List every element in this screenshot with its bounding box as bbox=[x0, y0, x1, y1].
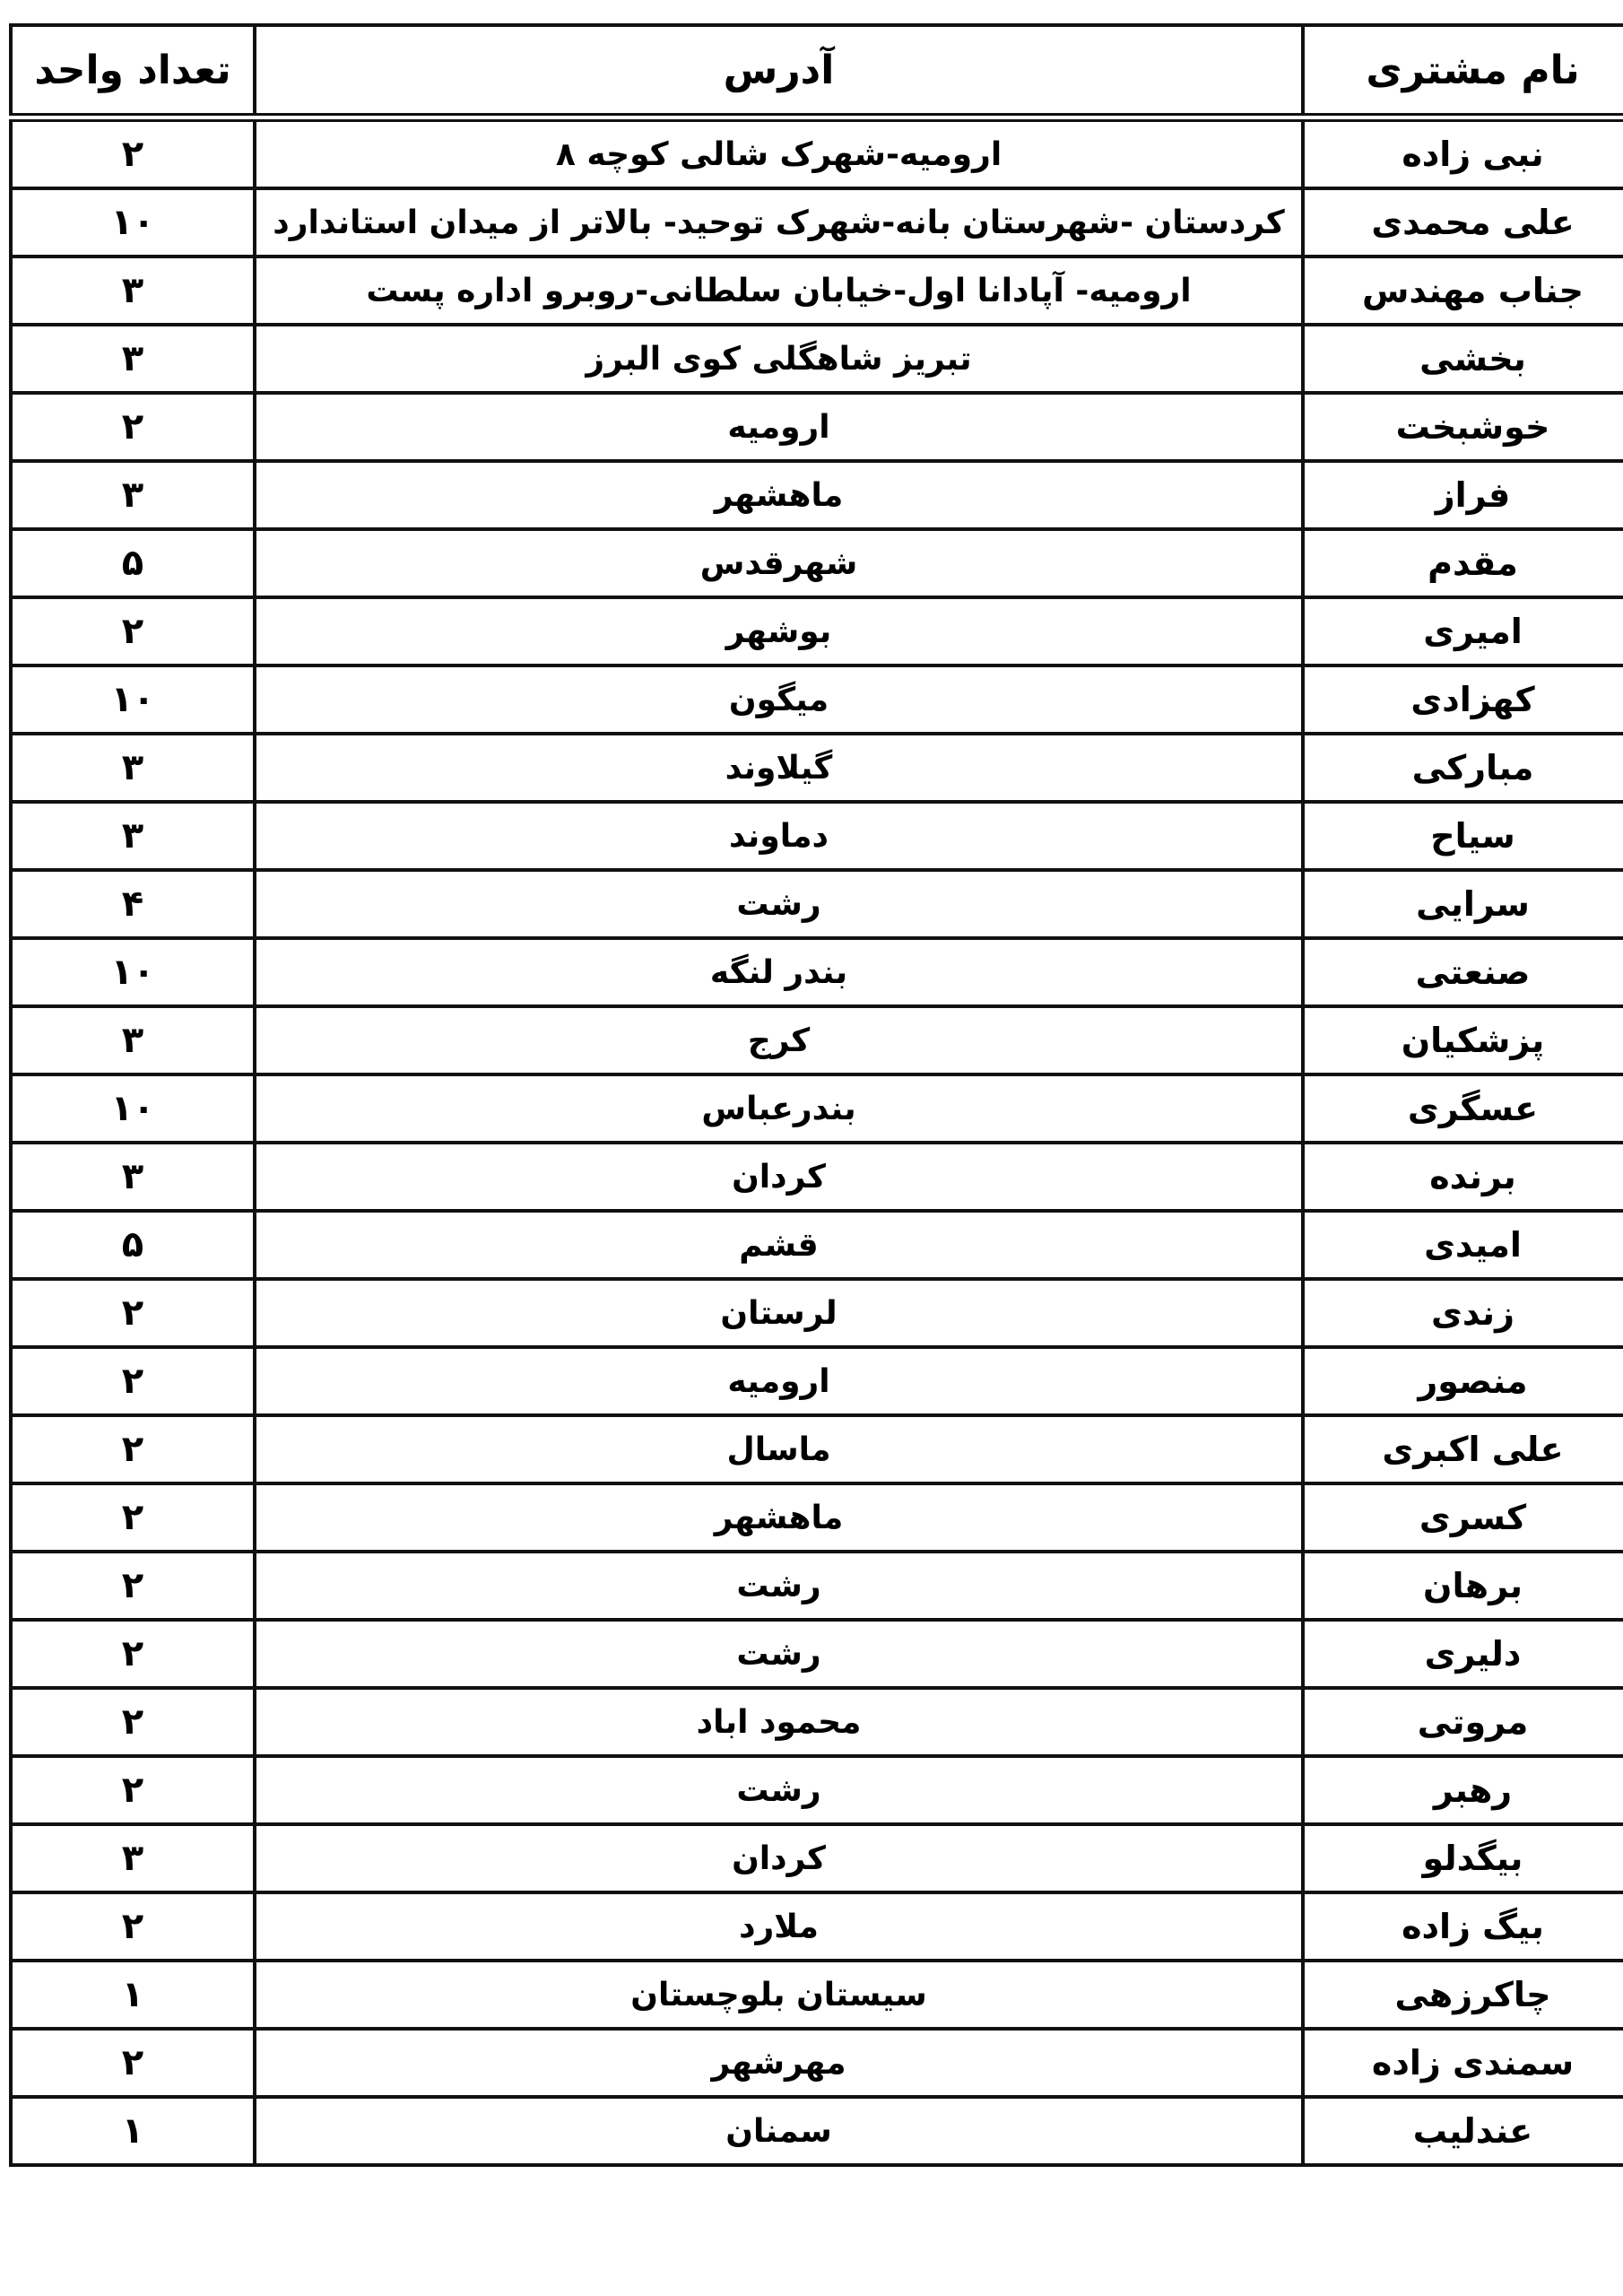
unit-count-cell: ۲ bbox=[11, 117, 255, 188]
address-cell: ماهشهر bbox=[255, 1483, 1303, 1552]
unit-count-cell: ۲ bbox=[11, 1347, 255, 1415]
unit-count-cell: ۲ bbox=[11, 1620, 255, 1688]
address-cell: ماسال bbox=[255, 1415, 1303, 1483]
customer-name-cell: صنعتی bbox=[1303, 938, 1623, 1006]
customer-name-cell: علی اکبری bbox=[1303, 1415, 1623, 1483]
table-row bbox=[11, 529, 1623, 597]
customer-name-cell: فراز bbox=[1303, 461, 1623, 529]
header-address: آدرس bbox=[255, 25, 1303, 117]
address-cell: قشم bbox=[255, 1211, 1303, 1279]
table-row bbox=[11, 938, 1623, 1006]
unit-count-cell: ۲ bbox=[11, 1552, 255, 1620]
table-row bbox=[11, 393, 1623, 461]
customer-table bbox=[9, 23, 1623, 2167]
header-unit-count: تعداد واحد bbox=[11, 25, 255, 117]
unit-count-cell: ۲ bbox=[11, 393, 255, 461]
unit-count-cell: ۱۰ bbox=[11, 188, 255, 257]
customer-name-cell: برنده bbox=[1303, 1143, 1623, 1211]
unit-count-cell: ۵ bbox=[11, 529, 255, 597]
customer-name-cell: عندلیب bbox=[1303, 2097, 1623, 2165]
customer-name-cell: پزشکیان bbox=[1303, 1006, 1623, 1074]
customer-name-cell: چاکرزهی bbox=[1303, 1961, 1623, 2029]
unit-count-cell: ۳ bbox=[11, 1006, 255, 1074]
unit-count-cell: ۲ bbox=[11, 1756, 255, 1824]
table-row bbox=[11, 117, 1623, 188]
table-row bbox=[11, 734, 1623, 802]
unit-count-cell: ۳ bbox=[11, 802, 255, 870]
address-cell: ارومیه bbox=[255, 393, 1303, 461]
unit-count-cell: ۲ bbox=[11, 1892, 255, 1961]
table-row bbox=[11, 1074, 1623, 1143]
customer-name-cell: سمندی زاده bbox=[1303, 2029, 1623, 2097]
table-row bbox=[11, 257, 1623, 325]
address-cell: کردان bbox=[255, 1824, 1303, 1892]
address-cell: ارومیه bbox=[255, 1347, 1303, 1415]
unit-count-cell: ۱ bbox=[11, 2097, 255, 2165]
unit-count-cell: ۳ bbox=[11, 325, 255, 393]
address-cell: ماهشهر bbox=[255, 461, 1303, 529]
table-row bbox=[11, 597, 1623, 665]
address-cell: بندر لنگه bbox=[255, 938, 1303, 1006]
address-cell: رشت bbox=[255, 1552, 1303, 1620]
address-cell: بندرعباس bbox=[255, 1074, 1303, 1143]
customer-table-sheet bbox=[9, 23, 1623, 2296]
unit-count-cell: ۳ bbox=[11, 1824, 255, 1892]
address-cell: مهرشهر bbox=[255, 2029, 1303, 2097]
customer-name-cell: سیاح bbox=[1303, 802, 1623, 870]
table-row bbox=[11, 1143, 1623, 1211]
table-row bbox=[11, 870, 1623, 938]
address-cell: گیلاوند bbox=[255, 734, 1303, 802]
customer-name-cell: کسری bbox=[1303, 1483, 1623, 1552]
address-cell: دماوند bbox=[255, 802, 1303, 870]
address-cell: رشت bbox=[255, 1756, 1303, 1824]
customer-name-cell: زندی bbox=[1303, 1279, 1623, 1347]
table-row bbox=[11, 1483, 1623, 1552]
unit-count-cell: ۲ bbox=[11, 1279, 255, 1347]
unit-count-cell: ۵ bbox=[11, 1211, 255, 1279]
address-cell: ملارد bbox=[255, 1892, 1303, 1961]
unit-count-cell: ۲ bbox=[11, 1688, 255, 1756]
customer-name-cell: بیگ زاده bbox=[1303, 1892, 1623, 1961]
table-row bbox=[11, 1756, 1623, 1824]
address-cell: لرستان bbox=[255, 1279, 1303, 1347]
table-row bbox=[11, 2097, 1623, 2165]
unit-count-cell: ۲ bbox=[11, 1415, 255, 1483]
unit-count-cell: ۴ bbox=[11, 870, 255, 938]
table-row bbox=[11, 1415, 1623, 1483]
address-cell: محمود اباد bbox=[255, 1688, 1303, 1756]
table-row bbox=[11, 1892, 1623, 1961]
table-row bbox=[11, 1961, 1623, 2029]
table-row bbox=[11, 1006, 1623, 1074]
customer-name-cell: رهبر bbox=[1303, 1756, 1623, 1824]
address-cell: تبریز شاهگلی کوی البرز bbox=[255, 325, 1303, 393]
customer-name-cell: منصور bbox=[1303, 1347, 1623, 1415]
unit-count-cell: ۳ bbox=[11, 1143, 255, 1211]
table-row bbox=[11, 461, 1623, 529]
table-row bbox=[11, 1211, 1623, 1279]
unit-count-cell: ۱۰ bbox=[11, 1074, 255, 1143]
address-cell: شهرقدس bbox=[255, 529, 1303, 597]
address-cell: سمنان bbox=[255, 2097, 1303, 2165]
customer-name-cell: مبارکی bbox=[1303, 734, 1623, 802]
address-cell: رشت bbox=[255, 870, 1303, 938]
unit-count-cell: ۱۰ bbox=[11, 665, 255, 734]
unit-count-cell: ۱ bbox=[11, 1961, 255, 2029]
customer-name-cell: امیری bbox=[1303, 597, 1623, 665]
table-row bbox=[11, 1620, 1623, 1688]
unit-count-cell: ۳ bbox=[11, 461, 255, 529]
customer-name-cell: بیگدلو bbox=[1303, 1824, 1623, 1892]
table-row bbox=[11, 802, 1623, 870]
table-row bbox=[11, 325, 1623, 393]
customer-name-cell: امیدی bbox=[1303, 1211, 1623, 1279]
address-cell: کردان bbox=[255, 1143, 1303, 1211]
customer-name-cell: برهان bbox=[1303, 1552, 1623, 1620]
table-row bbox=[11, 1552, 1623, 1620]
table-row bbox=[11, 1347, 1623, 1415]
customer-name-cell: بخشی bbox=[1303, 325, 1623, 393]
unit-count-cell: ۲ bbox=[11, 1483, 255, 1552]
customer-name-cell: دلیری bbox=[1303, 1620, 1623, 1688]
customer-name-cell: مروتی bbox=[1303, 1688, 1623, 1756]
address-cell: کردستان -شهرستان بانه-شهرک توحید- بالاتر از میدان استاندارد bbox=[255, 188, 1303, 257]
header-row bbox=[11, 25, 1623, 117]
customer-name-cell: سرایی bbox=[1303, 870, 1623, 938]
table-row bbox=[11, 2029, 1623, 2097]
customer-name-cell: نبی زاده bbox=[1303, 117, 1623, 188]
header-customer-name: نام مشتری bbox=[1303, 25, 1623, 117]
table-row bbox=[11, 1688, 1623, 1756]
unit-count-cell: ۳ bbox=[11, 257, 255, 325]
unit-count-cell: ۲ bbox=[11, 597, 255, 665]
table-row bbox=[11, 1824, 1623, 1892]
customer-name-cell: عسگری bbox=[1303, 1074, 1623, 1143]
address-cell: میگون bbox=[255, 665, 1303, 734]
unit-count-cell: ۲ bbox=[11, 2029, 255, 2097]
table-row bbox=[11, 1279, 1623, 1347]
address-cell: ارومیه-شهرک شالی کوچه ۸ bbox=[255, 117, 1303, 188]
address-cell: ارومیه- آپادانا اول-خیابان سلطانی-روبرو اداره پست bbox=[255, 257, 1303, 325]
customer-name-cell: علی محمدی bbox=[1303, 188, 1623, 257]
table-row bbox=[11, 188, 1623, 257]
address-cell: سیستان بلوچستان bbox=[255, 1961, 1303, 2029]
customer-name-cell: کهزادی bbox=[1303, 665, 1623, 734]
customer-name-cell: مقدم bbox=[1303, 529, 1623, 597]
address-cell: رشت bbox=[255, 1620, 1303, 1688]
address-cell: کرج bbox=[255, 1006, 1303, 1074]
table-row bbox=[11, 665, 1623, 734]
customer-name-cell: خوشبخت bbox=[1303, 393, 1623, 461]
unit-count-cell: ۱۰ bbox=[11, 938, 255, 1006]
address-cell: بوشهر bbox=[255, 597, 1303, 665]
unit-count-cell: ۳ bbox=[11, 734, 255, 802]
customer-name-cell: جناب مهندس bbox=[1303, 257, 1623, 325]
